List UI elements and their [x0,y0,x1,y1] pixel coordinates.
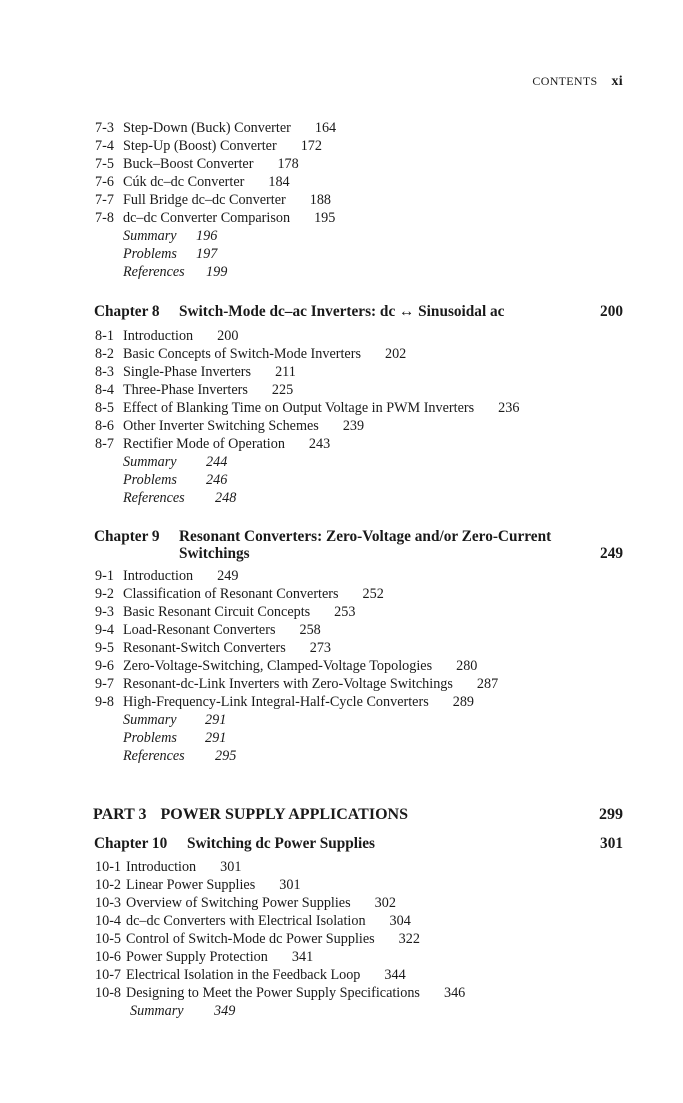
toc-entry-10-3: 10-3 Overview of Switching Power Supplies 302 [95,895,396,911]
toc-entry-8-3: 8-3 Single-Phase Inverters 211 [95,364,296,380]
toc-entry-title: Introduction [126,859,197,875]
toc-entry-page: 346 [443,985,466,1001]
chapter-heading [0,834,683,858]
toc-entry-title: Power Supply Protection [126,949,268,965]
chapter-label: Chapter 8 [94,303,160,320]
toc-entry-title: Cúk dc–dc Converter [123,174,245,190]
toc-entry-7-5: 7-5 Buck–Boost Converter 178 [95,156,299,172]
chapter-8-section [0,302,683,507]
toc-entry-title: Step-Down (Buck) Converter [123,120,291,136]
back-matter-problems: Problems 291 [123,730,227,746]
toc-entry-page: 178 [277,156,299,172]
chapter-title: Switching dc Power Supplies [187,835,375,852]
running-title: CONTENTS [532,74,598,88]
toc-entry-title: Other Inverter Switching Schemes [123,418,319,434]
toc-entry-title: dc–dc Converters with Electrical Isolation [126,913,366,929]
toc-entry-8-1: 8-1 Introduction 200 [95,328,239,344]
toc-entry-title: Resonant-dc-Link Inverters with Zero-Voltage Switchings [123,676,453,692]
toc-entry-title: Basic Resonant Circuit Concepts [123,604,311,620]
toc-entry-page: 258 [299,622,321,638]
part-title: POWER SUPPLY APPLICATIONS [160,806,408,823]
toc-entry-page: 195 [314,210,336,226]
back-matter-references: References 248 [123,490,237,506]
toc-entry-title: Introduction [123,568,194,584]
toc-entry-title: Zero-Voltage-Switching, Clamped-Voltage Topologies [123,658,433,674]
back-matter-problems: Problems 246 [123,472,228,488]
toc-entry-7-8: 7-8 dc–dc Converter Comparison 195 [95,210,336,226]
toc-entry-title: Load-Resonant Converters [123,622,276,638]
toc-entry-title: Buck–Boost Converter [123,156,254,172]
page-folio: xi [611,74,623,89]
toc-entry-page: 225 [271,382,294,398]
toc-entry-page: 252 [362,586,384,602]
toc-entry-page: 322 [398,931,420,947]
toc-entry-9-7: 9-7 Resonant-dc-Link Inverters with Zero-Voltage Switchings 287 [95,676,499,692]
toc-entry-page: 304 [389,913,411,929]
toc-entry-title: Control of Switch-Mode dc Power Supplies [126,931,375,947]
toc-entry-page: 289 [452,694,474,710]
toc-entry-10-5: 10-5 Control of Switch-Mode dc Power Supplies 322 [95,931,420,947]
chapter-title-line-1: Resonant Converters: Zero-Voltage and/or Zero-Current [179,528,552,545]
toc-entry-9-3: 9-3 Basic Resonant Circuit Concepts 253 [95,604,356,620]
chapter-heading [0,302,683,324]
back-matter-references: References 199 [123,264,228,280]
chapter-7-section [0,119,683,281]
toc-entry-title: Effect of Blanking Time on Output Voltage in PWM Inverters [123,400,475,416]
toc-entry-9-8: 9-8 High-Frequency-Link Integral-Half-Cycle Converters 289 [95,694,474,710]
back-matter-references: References 295 [123,748,237,764]
toc-entry-page: 301 [220,859,242,875]
toc-entry-page: 287 [476,676,499,692]
toc-entry-title: Full Bridge dc–dc Converter [123,192,286,208]
toc-entry-9-5: 9-5 Resonant-Switch Converters 273 [95,640,332,656]
toc-entry-page: 341 [291,949,314,965]
part-label: PART 3 [93,806,147,823]
toc-entry-8-6: 8-6 Other Inverter Switching Schemes 239 [95,418,365,434]
toc-entry-page: 344 [384,967,406,983]
toc-entry-page: 188 [309,192,332,208]
toc-entry-7-3: 7-3 Step-Down (Buck) Converter 164 [95,120,337,136]
toc-entry-9-4: 9-4 Load-Resonant Converters 258 [95,622,321,638]
toc-entry-page: 202 [384,346,407,362]
toc-entry-page: 184 [268,174,290,190]
toc-entry-title: Designing to Meet the Power Supply Specifications [126,985,420,1001]
toc-entry-page: 280 [456,658,478,674]
toc-entry-8-5: 8-5 Effect of Blanking Time on Output Voltage in PWM Inverters 236 [95,400,520,416]
back-matter-summary: Summary 291 [123,712,227,728]
toc-entry-title: High-Frequency-Link Integral-Half-Cycle Converters [123,694,429,710]
toc-entry-title: Step-Up (Boost) Converter [123,138,277,154]
chapter-title-line-2: Switchings [179,545,250,562]
running-header [532,74,623,90]
toc-entry-title: Basic Concepts of Switch-Mode Inverters [123,346,361,362]
toc-entry-page: 239 [342,418,365,434]
toc-entry-title: Single-Phase Inverters [123,364,252,380]
back-matter-problems: Problems 197 [123,246,218,262]
chapter-9-section [0,527,683,765]
toc-entry-10-8: 10-8 Designing to Meet the Power Supply Specifications 346 [95,985,466,1001]
toc-entry-10-1: 10-1 Introduction 301 [95,859,242,875]
toc-entry-title: dc–dc Converter Comparison [123,210,291,226]
chapter-label: Chapter 10 [94,835,168,852]
toc-entry-page: 172 [300,138,322,154]
chapter-heading [0,527,683,567]
toc-entry-page: 164 [314,120,337,136]
toc-entry-9-2: 9-2 Classification of Resonant Converters 252 [95,586,384,602]
toc-entry-8-7: 8-7 Rectifier Mode of Operation 243 [95,436,331,452]
toc-entry-title: Three-Phase Inverters [123,382,248,398]
toc-entry-page: 302 [374,895,396,911]
toc-entry-page: 236 [498,400,520,416]
toc-entry-8-2: 8-2 Basic Concepts of Switch-Mode Inverters 202 [95,346,407,362]
toc-entry-title: Resonant-Switch Converters [123,640,286,656]
toc-entry-title: Rectifier Mode of Operation [123,436,285,452]
toc-entry-title: Linear Power Supplies [126,877,256,893]
chapter-label: Chapter 9 [94,528,160,545]
toc-entry-9-6: 9-6 Zero-Voltage-Switching, Clamped-Voltage Topologies 280 [95,658,478,674]
toc-entry-title: Electrical Isolation in the Feedback Loop [126,967,361,983]
toc-entry-page: 249 [217,568,239,584]
part-page: 299 [599,806,623,823]
toc-entry-7-6: 7-6 Cúk dc–dc Converter 184 [95,174,290,190]
back-matter-summary: Summary 349 [130,1003,236,1019]
toc-entry-page: 211 [275,364,296,380]
toc-entry-page: 243 [308,436,331,452]
back-matter-summary: Summary 196 [123,228,218,244]
toc-entry-10-7: 10-7 Electrical Isolation in the Feedback Loop 344 [95,967,406,983]
toc-entry-title: Introduction [123,328,194,344]
chapter-title: Switch-Mode dc–ac Inverters: dc ↔ Sinusoidal ac [179,303,505,320]
toc-entry-8-4: 8-4 Three-Phase Inverters 225 [95,382,294,398]
toc-entry-10-2: 10-2 Linear Power Supplies 301 [95,877,301,893]
toc-entry-7-7: 7-7 Full Bridge dc–dc Converter 188 [95,192,332,208]
chapter-page: 200 [600,303,623,320]
toc-entry-10-4: 10-4 dc–dc Converters with Electrical Isolation 304 [95,913,411,929]
toc-entry-page: 253 [334,604,356,620]
toc-entry-title: Overview of Switching Power Supplies [126,895,351,911]
toc-entry-page: 200 [217,328,239,344]
toc-entry-page: 301 [279,877,301,893]
chapter-page: 301 [600,835,623,852]
toc-entry-title: Classification of Resonant Converters [123,586,339,602]
chapter-page: 249 [600,545,623,562]
toc-entry-10-6: 10-6 Power Supply Protection 341 [95,949,314,965]
toc-entry-7-4: 7-4 Step-Up (Boost) Converter 172 [95,138,322,154]
part-heading [93,806,623,828]
chapter-10-section [0,834,683,1020]
toc-entry-9-1: 9-1 Introduction 249 [95,568,239,584]
back-matter-summary: Summary 244 [123,454,228,470]
toc-entry-page: 273 [309,640,332,656]
